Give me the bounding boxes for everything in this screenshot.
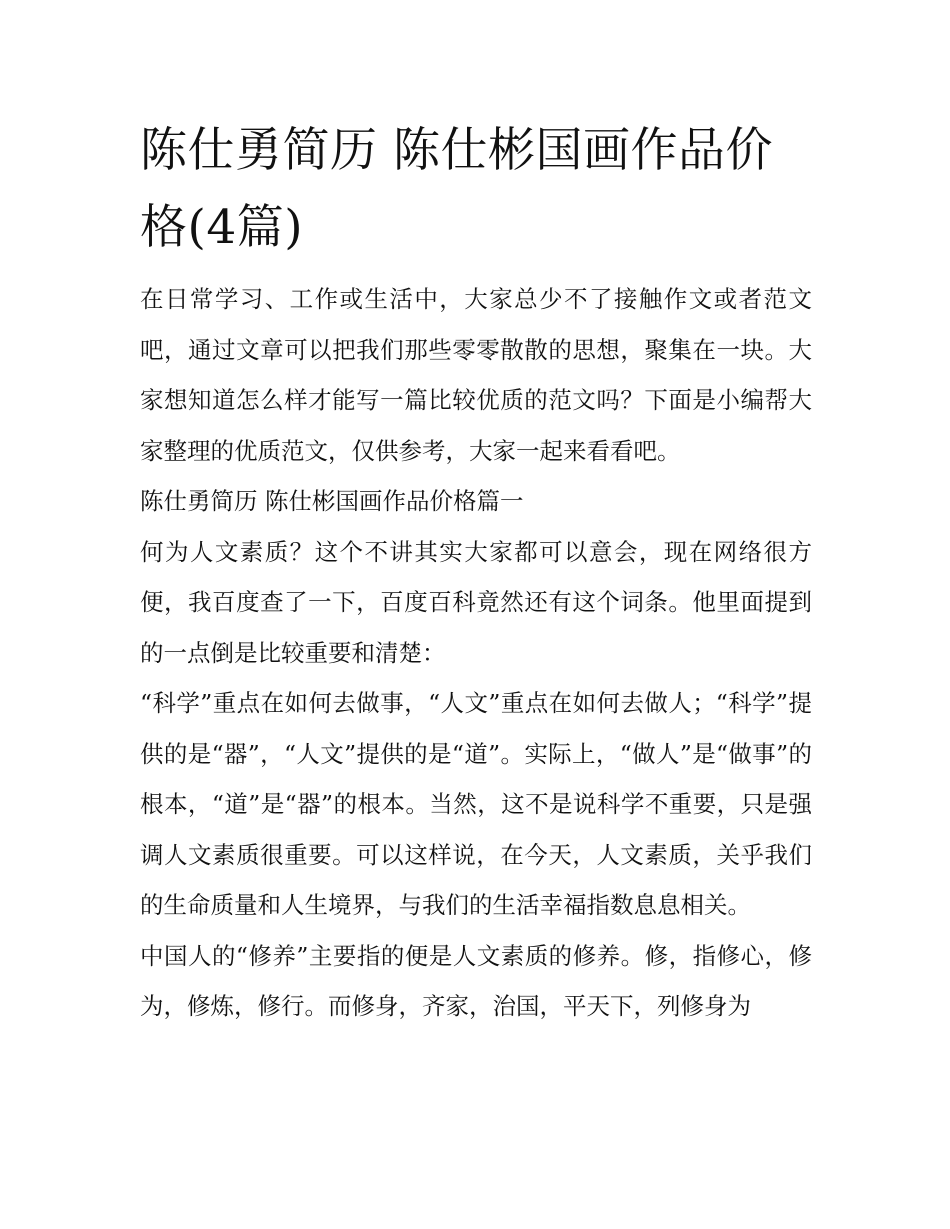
body-paragraph: 何为人文素质？这个不讲其实大家都可以意会，现在网络很方便，我百度查了一下，百度百科竟然还有这个词条。他里面提到的一点倒是比较重要和清楚： <box>140 537 812 667</box>
section-heading: 陈仕勇简历 陈仕彬国画作品价格篇一 <box>140 487 524 515</box>
body-paragraph: 中国人的“修养”主要指的便是人文素质的修养。修，指修心，修为，修炼，修行。而修身，齐家，治国，平天下，列修身为 <box>140 941 812 1020</box>
document-page <box>140 112 812 1032</box>
document-title: 陈仕勇简历 陈仕彬国画作品价格(4篇) <box>140 123 773 255</box>
body-paragraph: “科学”重点在如何去做事，“人文”重点在如何去做人；“科学”提供的是“器”，“人文”提供的是“道”。实际上，“做人”是“做事”的根本，“道”是“器”的根本。当然，这不是说科学不重要，只是强调人文素质很重要。可以这样说，在今天，人文素质，关乎我们的生命质量和人生境界，与我们的生活幸福指数息息相关。 <box>140 689 812 919</box>
intro-paragraph: 在日常学习、工作或生活中，大家总少不了接触作文或者范文吧，通过文章可以把我们那些零零散散的思想，聚集在一块。大家想知道怎么样才能写一篇比较优质的范文吗？下面是小编帮大家整理的优质范文，仅供参考，大家一起来看看吧。 <box>140 285 812 465</box>
